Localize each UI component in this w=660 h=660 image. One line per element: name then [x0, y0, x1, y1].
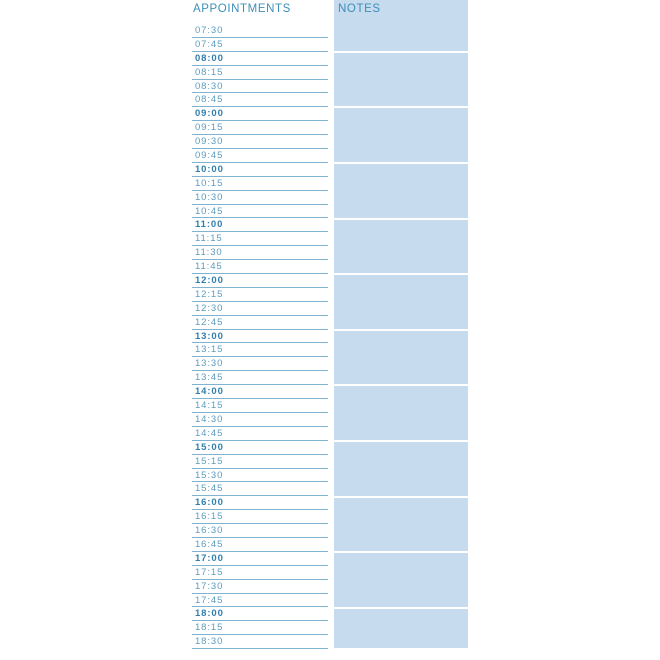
time-slot[interactable]: 09:45 [192, 149, 328, 163]
time-slot[interactable]: 13:15 [192, 343, 328, 357]
time-slot[interactable]: 10:45 [192, 205, 328, 219]
time-slot[interactable]: 11:30 [192, 246, 328, 260]
time-slot[interactable]: 08:15 [192, 66, 328, 80]
notes-block[interactable] [334, 220, 468, 274]
notes-block[interactable] [334, 498, 468, 552]
time-slot[interactable]: 07:30 [192, 24, 328, 38]
notes-block[interactable] [334, 53, 468, 107]
time-slot[interactable]: 08:00 [192, 52, 328, 66]
time-slot[interactable]: 12:00 [192, 274, 328, 288]
time-slot[interactable]: 14:30 [192, 413, 328, 427]
time-slot[interactable]: 17:30 [192, 580, 328, 594]
time-slot[interactable]: 12:30 [192, 302, 328, 316]
time-slot[interactable]: 18:30 [192, 635, 328, 649]
notes-block[interactable] [334, 108, 468, 162]
time-slot[interactable]: 09:30 [192, 135, 328, 149]
time-slot[interactable]: 09:00 [192, 107, 328, 121]
time-slot[interactable]: 08:30 [192, 80, 328, 94]
time-slot[interactable]: 07:45 [192, 38, 328, 52]
notes-block[interactable] [334, 442, 468, 496]
time-slot[interactable]: 17:00 [192, 552, 328, 566]
time-slot[interactable]: 16:45 [192, 538, 328, 552]
time-slot[interactable]: 16:30 [192, 524, 328, 538]
notes-block[interactable] [334, 164, 468, 218]
time-slot[interactable]: 13:45 [192, 371, 328, 385]
time-slot[interactable]: 15:15 [192, 455, 328, 469]
time-slot[interactable]: 11:00 [192, 218, 328, 232]
notes-block[interactable] [334, 331, 468, 385]
appointments-column [192, 0, 328, 660]
notes-column [334, 0, 468, 660]
time-slot[interactable]: 18:15 [192, 621, 328, 635]
time-slot[interactable]: 10:00 [192, 163, 328, 177]
time-slot[interactable]: 09:15 [192, 121, 328, 135]
time-slot[interactable]: 11:45 [192, 260, 328, 274]
time-slot[interactable]: 13:00 [192, 330, 328, 344]
time-slot[interactable]: 14:45 [192, 427, 328, 441]
time-slot[interactable]: 10:30 [192, 191, 328, 205]
notes-block[interactable] [334, 386, 468, 440]
time-slot[interactable]: 14:15 [192, 399, 328, 413]
notes-block[interactable] [334, 275, 468, 329]
time-slot[interactable]: 16:15 [192, 510, 328, 524]
time-slot[interactable]: 15:45 [192, 482, 328, 496]
time-slot[interactable]: 12:45 [192, 316, 328, 330]
time-slot[interactable]: 16:00 [192, 496, 328, 510]
time-slot[interactable]: 17:45 [192, 594, 328, 608]
notes-block[interactable] [334, 609, 468, 649]
time-slot[interactable]: 14:00 [192, 385, 328, 399]
time-slot-list [192, 24, 328, 649]
appointments-heading: APPOINTMENTS [193, 3, 291, 15]
notes-heading: NOTES [338, 3, 381, 15]
time-slot[interactable]: 15:30 [192, 469, 328, 483]
daily-planner-page [192, 0, 468, 660]
time-slot[interactable]: 18:00 [192, 607, 328, 621]
time-slot[interactable]: 08:45 [192, 93, 328, 107]
notes-block[interactable] [334, 553, 468, 607]
time-slot[interactable]: 11:15 [192, 232, 328, 246]
time-slot[interactable]: 10:15 [192, 177, 328, 191]
time-slot[interactable]: 12:15 [192, 288, 328, 302]
time-slot[interactable]: 13:30 [192, 357, 328, 371]
time-slot[interactable]: 17:15 [192, 566, 328, 580]
time-slot[interactable]: 15:00 [192, 441, 328, 455]
